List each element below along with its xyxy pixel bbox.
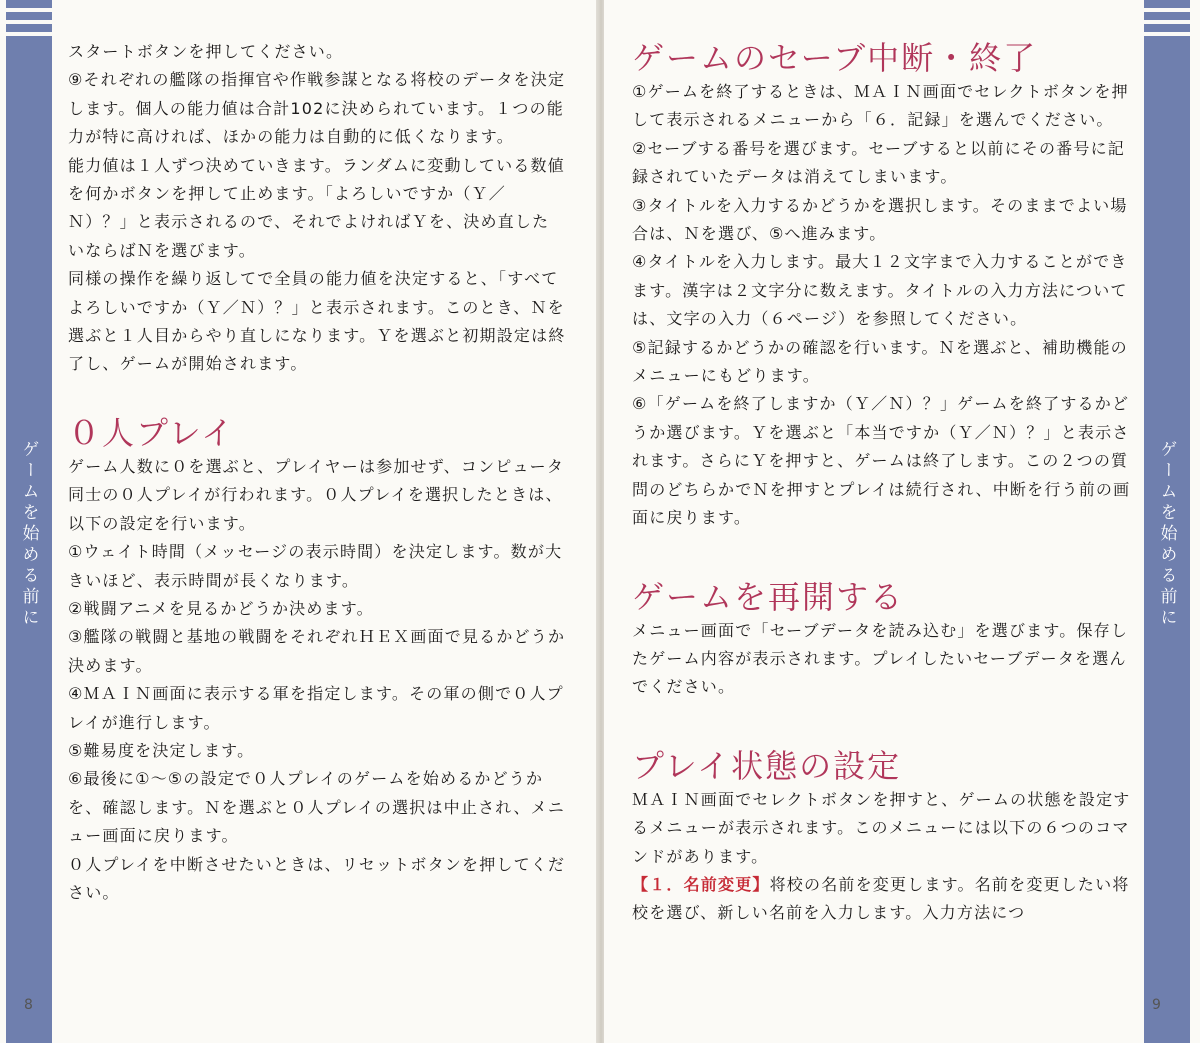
paragraph: 同様の操作を繰り返してで全員の能力値を決定すると、「すべてよろしいですか（Ｙ／Ｎ）？」と表示されます。このとき、Ｎを選ぶと１人目からやり直しになります。Ｙを選ぶと初期設定は終了し、ゲームが開始されます。 (68, 269, 566, 374)
section-heading-save: ゲームのセーブ中断・終了 (632, 39, 1038, 77)
paragraph: ①ゲームを終了するときは、ＭＡＩＮ画面でセレクトボタンを押して表示されるメニューから「６．記録」を選んでください。 (632, 82, 1129, 130)
command-text: 将校の名前を変更します。名前を変更したい将校を選び、新しい名前を入力します。入力方法につ (632, 874, 1130, 923)
command-label: 【１．名前変更】 (632, 874, 770, 894)
section-heading-resume: ゲームを再開する (632, 577, 905, 616)
paragraph: ⑨それぞれの艦隊の指揮官や作戦参謀となる将校のデータを決定します。個人の能力値は合計102に決められています。１つの能力が特に高ければ、ほかの能力は自動的に低くなります。 (68, 70, 566, 147)
right-text-column (632, 38, 1132, 928)
side-label: ゲームを始める前に (18, 440, 39, 629)
paragraph: ③艦隊の戦闘と基地の戦闘をそれぞれＨＥＸ画面で見るかどうか決めます。 (68, 627, 566, 675)
paragraph: ＭＡＩＮ画面でセレクトボタンを押すと、ゲームの状態を設定するメニューが表示されます。このメニューには以下の６つのコマンドがあります。 (632, 789, 1131, 866)
right-page (604, 0, 1200, 1043)
left-text-column (68, 38, 566, 907)
side-label: ゲームを始める前に (1156, 440, 1177, 629)
paragraph: 能力値は１人ずつ決めていきます。ランダムに変動している数値を何かボタンを押して止めます。「よろしいですか（Ｙ／Ｎ）？」と表示されるので、それでよければＹを、決め直したいならばＮを選びます。 (68, 155, 565, 260)
paragraph: ③タイトルを入力するかどうかを選択します。そのままでよい場合は、Ｎを選び、⑤へ進みます。 (632, 195, 1128, 244)
paragraph: ⑤記録するかどうかの確認を行います。Ｎを選ぶと、補助機能のメニューにもどります。 (632, 337, 1128, 386)
paragraph: ⑥「ゲームを終了しますか（Ｙ／Ｎ）？」ゲームを終了するかどうか選びます。Ｙを選ぶと「本当ですか（Ｙ／Ｎ）？」と表示されます。さらにＹを押すと、ゲームは終了します。この２つの質問のどちらかでＮを押すとプレイは続行され、中断を行う前の画面に戻ります。 (632, 394, 1131, 528)
paragraph: ④タイトルを入力します。最大１２文字まで入力することができます。漢字は２文字分に数えます。タイトルの入力方法については、文字の入力（６ページ）を参照してください。 (632, 252, 1128, 329)
paragraph: ④ＭＡＩＮ画面に表示する軍を指定します。その軍の側で０人プレイが進行します。 (68, 684, 564, 732)
page-number: 9 (1152, 997, 1161, 1013)
paragraph: ０人プレイを中断させたいときは、リセットボタンを押してください。 (68, 854, 566, 902)
paragraph: ⑥最後に①～⑤の設定で０人プレイのゲームを始めるかどうかを、確認します。Ｎを選ぶと０人プレイの選択は中止され、メニュー画面に戻ります。 (68, 769, 566, 846)
paragraph: ②戦闘アニメを見るかどうか決めます。 (68, 598, 374, 618)
paragraph: ②セーブする番号を選びます。セーブすると以前にその番号に記録されていたデータは消えてしまいます。 (632, 138, 1125, 187)
paragraph: メニュー画面で「セーブデータを読み込む」を選びます。保存したゲーム内容が表示されます。プレイしたいセーブデータを選んでください。 (632, 620, 1129, 697)
section-heading-zero-player: ０人プレイ (68, 413, 236, 452)
command-entry (632, 871, 1132, 928)
left-page (0, 0, 596, 1043)
paragraph: ゲーム人数に０を選ぶと、プレイヤーは参加せず、コンピュータ同士の０人プレイが行われます。０人プレイを選択したときは、以下の設定を行います。 (68, 456, 565, 533)
section-heading-play-settings: プレイ状態の設定 (632, 746, 902, 785)
page-number: 8 (24, 997, 33, 1013)
paragraph: ⑤難易度を決定します。 (68, 740, 255, 760)
paragraph: ①ウェイト時間（メッセージの表示時間）を決定します。数が大きいほど、表示時間が長くなります。 (68, 542, 563, 590)
paragraph: スタートボタンを押してください。 (68, 42, 344, 61)
